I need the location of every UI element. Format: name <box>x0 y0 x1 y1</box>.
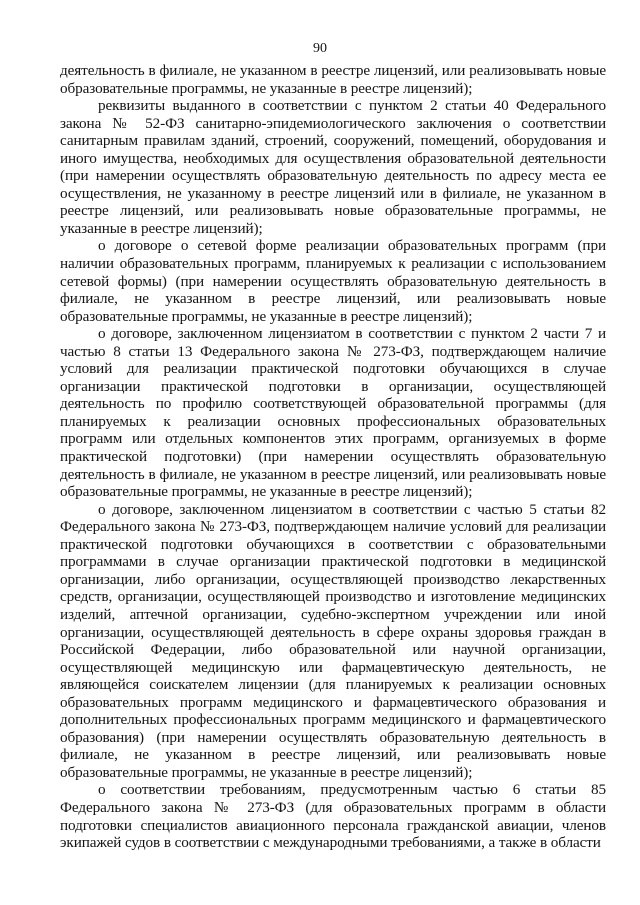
paragraph-network-form-agreement: о договоре о сетевой форме реализации образовательных программ (при наличии образовательных программ, планируемых к реализации с использованием сетевой формы) (при намерении осуществлять образовательную деятельность в филиале, не указанном в реестре лицензий, или реализовывать новые образовательные программы, не указанные в реестре лицензий); <box>60 237 606 325</box>
paragraph-continuation: деятельность в филиале, не указанном в реестре лицензий, или реализовывать новые образовательные программы, не указанные в реестре лицензий); <box>60 62 606 97</box>
paragraph-aviation-requirements: о соответствии требованиям, предусмотренным частью 6 статьи 85 Федерального закона № 273-ФЗ (для образовательных программ в области подготовки специалистов авиационного персонала гражданской авиации, членов экипажей судов в соответствии с международными требованиями, а также в области <box>60 781 606 852</box>
document-body <box>60 62 606 852</box>
paragraph-practical-training-agreement: о договоре, заключенном лицензиатом в соответствии с пунктом 2 части 7 и частью 8 статьи 13 Федерального закона № 273-ФЗ, подтверждающем наличие условий для реализации практической подготовки обучающихся в случае организации практической подготовки в организации, осуществляющей деятельность по профилю соответствующей образовательной программы (для планируемых к реализации основных профессиональных образовательных программ или отдельных компонентов этих программ, организуемых в форме практической подготовки) (при намерении осуществлять образовательную деятельность в филиале, не указанном в реестре лицензий, или реализовывать новые образовательные программы, не указанные в реестре лицензий); <box>60 325 606 501</box>
page-number: 90 <box>313 41 327 56</box>
paragraph-medical-practical-training-agreement: о договоре, заключенном лицензиатом в соответствии с частью 5 статьи 82 Федерального закона № 273-ФЗ, подтверждающем наличие условий для реализации практической подготовки обучающихся в соответствии с образовательными программами в случае организации практической подготовки в медицинской организации, либо организации, осуществляющей производство лекарственных средств, организации, осуществляющей производство и изготовление медицинских изделий, аптечной организации, судебно-экспертном учреждении или иной организации, осуществляющей деятельность в сфере охраны здоровья граждан в Российской Федерации, либо образовательной или научной организации, осуществляющей медицинскую или фармацевтическую деятельность, не являющейся соискателем лицензии (для планируемых к реализации основных образовательных программ медицинского и фармацевтического образования и дополнительных профессиональных программ медицинского и фармацевтического образования) (при намерении осуществлять образовательную деятельность в филиале, не указанном в реестре лицензий, или реализовывать новые образовательные программы, не указанные в реестре лицензий); <box>60 500 606 781</box>
paragraph-sanitary-conclusion: реквизиты выданного в соответствии с пунктом 2 статьи 40 Федерального закона № 52-ФЗ санитарно-эпидемиологического заключения о соответствии санитарным правилам зданий, строений, сооружений, помещений, оборудования и иного имущества, необходимых для осуществления образовательной деятельности (при намерении осуществлять образовательную деятельность по адресу места ее осуществления, не указанному в реестре лицензий или в филиале, не указанном в реестре лицензий, или реализовывать новые образовательные программы, не указанные в реестре лицензий); <box>60 97 606 237</box>
